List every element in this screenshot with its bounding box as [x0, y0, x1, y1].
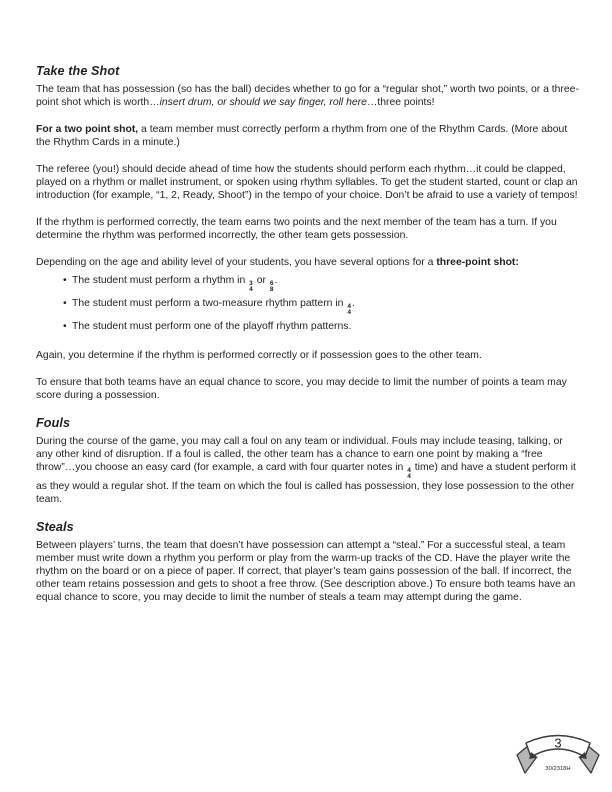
text-segment: Depending on the age and ability level of your students, you have several options for a: [36, 257, 437, 268]
heading-fouls: Fouls: [36, 416, 71, 431]
paragraph-intro: [36, 83, 579, 109]
text-segment: The team that has possession (so has the ball) decides whether to go for a “regular shot,” worth two points, or a three-point shot which is worth…: [36, 84, 579, 108]
bold-segment: three-point shot:: [436, 257, 519, 268]
list-item: • The student must perform one of the playoff rhythm patterns.: [63, 320, 579, 333]
time-signature-denominator: 4: [347, 308, 351, 316]
text-segment: a team member must correctly perform a rhythm from one of the Rhythm Cards. (More about the Rhythm Cards in a minute.): [36, 124, 568, 148]
paragraph-fouls: [36, 435, 579, 505]
time-signature-denominator: 8: [269, 285, 274, 293]
page-number: 3: [554, 735, 562, 751]
paragraph-ensure-points: To ensure that both teams have an equal chance to score, you may decide to limit the number of points a team may score during a possession.: [36, 377, 567, 402]
text-segment: .: [274, 275, 278, 286]
page-content: [36, 64, 579, 618]
paragraph-correct-rhythm: If the rhythm is performed correctly, the team earns two points and the next member of the team has a turn. If you determine the rhythm was performed incorrectly, the other team gets possession.: [36, 217, 557, 241]
time-signature-numerator: 6: [269, 280, 274, 287]
time-signature-6-8: [270, 281, 274, 292]
text-segment: During the course of the game, you may call a foul on any team or individual. Fouls may include teasing, talking, or any other kind of disruption. If a foul is called, the other team has a chance to earn one point by making a “free throw”…you choose an easy card (for example, a card with four quarter notes in: [36, 436, 563, 474]
paragraph-again: Again, you determine if the rhythm is performed correctly or if possession goes to the other team.: [36, 350, 482, 362]
time-signature-4-4: [407, 468, 411, 479]
text-segment: The student must perform a two-measure rhythm pattern in: [72, 298, 347, 310]
paragraph-two-point-shot: [36, 123, 579, 149]
text-segment: The student must perform a rhythm in: [72, 275, 249, 286]
time-signature-3-4: [249, 281, 253, 292]
bold-segment: For a two point shot,: [36, 124, 139, 135]
text-segment: …three points!: [366, 97, 435, 108]
time-signature-denominator: 4: [249, 285, 253, 293]
heading-take-the-shot: Take the Shot: [36, 64, 120, 78]
time-signature-numerator: 4: [407, 467, 411, 475]
product-code: 30/2318H: [545, 766, 571, 772]
time-signature-numerator: 3: [249, 280, 253, 287]
list-item: [63, 297, 579, 315]
time-signature-4-4: [347, 304, 351, 315]
time-signature-numerator: 4: [347, 303, 351, 311]
list-item: [63, 274, 579, 292]
time-signature-denominator: 4: [407, 472, 411, 480]
heading-steals: Steals: [36, 519, 74, 534]
italic-segment: insert drum, or should we say finger, roll here: [159, 97, 367, 108]
text-segment: or: [253, 275, 269, 286]
text-segment: .: [351, 298, 355, 310]
paragraph-depending: [36, 256, 579, 269]
page-number-ribbon: [512, 726, 604, 780]
three-point-options-list: [36, 274, 579, 333]
text-segment: time) and have a student perform it as they would a regular shot. If the team on which the foul is called has possession, they lose possession to the other team.: [36, 462, 576, 505]
paragraph-steals: Between players’ turns, the team that doesn’t have possession can attempt a “steal.” For a successful steal, a team member must write down a rhythm you perform or play from the warm-up tracks of the CD. Have the player write the rhythm on the board or on a piece of paper. If correct, that player’s team gains possession of the ball. If incorrect, the other team retains possession and gets to shoot a free throw. (See description above.) To ensure both teams have an equal chance to score, you may decide to limit the number of steals a team may attempt during the game.: [36, 539, 576, 603]
paragraph-referee: The referee (you!) should decide ahead of time how the students should perform each rhythm…it could be clapped, played on a rhythm or mallet instrument, or spoken using rhythm syllables. To get the student started, count or clap an introduction (for example, “1, 2, Ready, Shoot”) in the tempo of your choice. Don’t be afraid to use a variety of tempos!: [36, 164, 578, 201]
